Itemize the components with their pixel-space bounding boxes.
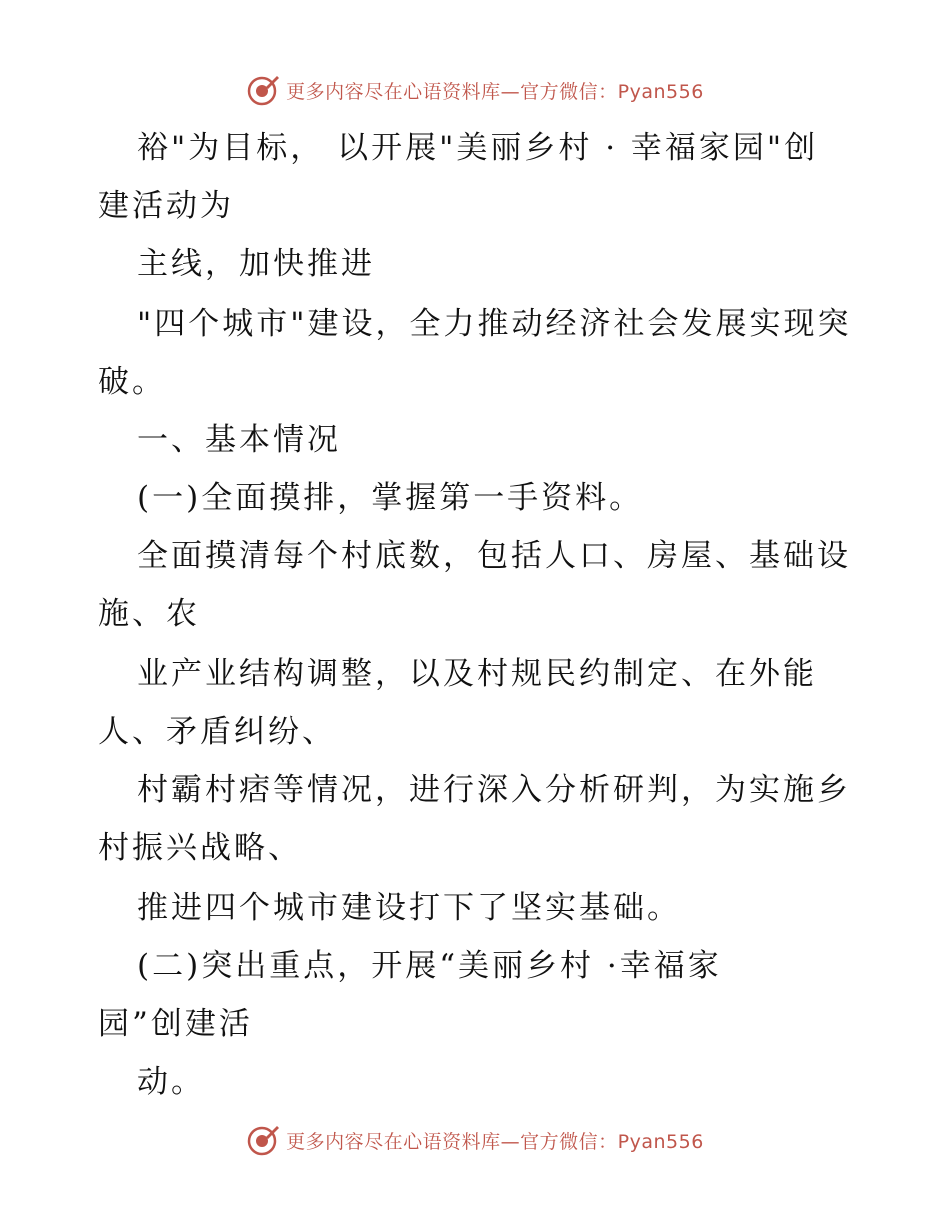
- body-line: "四个城市"建设，全力推动经济社会发展实现突: [137, 306, 852, 342]
- section-heading: 一、基本情况: [137, 422, 341, 458]
- body-line: 村霸村痞等情况，进行深入分析研判，为实施乡: [137, 772, 851, 808]
- body-line: 建活动为: [98, 188, 234, 224]
- footer-watermark: [0, 1120, 950, 1160]
- body-line: 园”创建活: [98, 1006, 253, 1042]
- body-line: 动。: [137, 1064, 205, 1100]
- pen-logo-icon: [246, 73, 280, 107]
- body-line: 主线，加快推进: [137, 246, 375, 282]
- watermark-text: 更多内容尽在心语资料库—官方微信：Pyan556: [286, 80, 704, 103]
- pen-logo-icon: [246, 1123, 280, 1157]
- body-line: 裕"为目标， 以开展"美丽乡村 · 幸福家园"创: [137, 130, 819, 166]
- body-line: 施、农: [98, 596, 200, 632]
- subsection-heading: (一)全面摸排，掌握第一手资料。: [137, 480, 644, 516]
- body-line: 推进四个城市建设打下了坚实基础。: [137, 890, 681, 926]
- watermark-text: 更多内容尽在心语资料库—官方微信：Pyan556: [286, 1130, 704, 1153]
- body-line: 破。: [98, 364, 166, 400]
- body-line: 人、矛盾纠纷、: [98, 714, 336, 750]
- body-line: 村振兴战略、: [98, 830, 302, 866]
- subsection-heading: (二)突出重点，开展“美丽乡村 ·幸福家: [137, 948, 722, 984]
- body-line: 全面摸清每个村底数，包括人口、房屋、基础设: [137, 538, 851, 574]
- body-line: 业产业结构调整，以及村规民约制定、在外能: [137, 656, 817, 692]
- header-watermark: [0, 70, 950, 110]
